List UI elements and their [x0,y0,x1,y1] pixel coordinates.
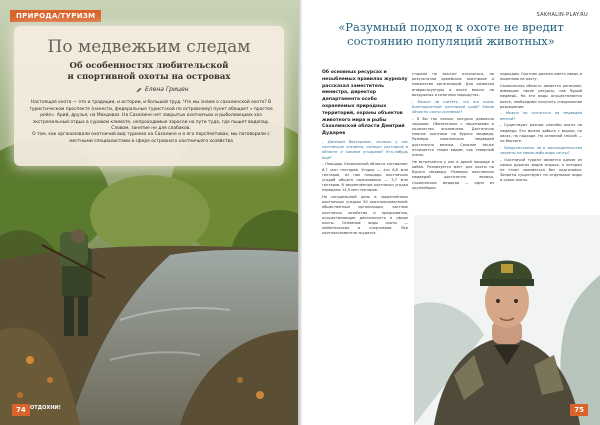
column-paragraph: подходом. Охотник должен иметь навык и лицензию на охоту. [500,72,582,82]
article-subtitle [0,61,298,83]
left-page [0,0,298,425]
page-number-right: 75 [570,404,588,416]
column-paragraph: Сахалинская область является регионом, имеющим такие ресурсы, как бурый медведь. На эти виды осуществляется охота, необходимо получить специальное разрешение. [500,83,582,109]
lead-paragraph-1: Настоящая охота — это и традиции, и истории, и большой труд. Что мы знаем о сахалинской охоте? В туристическом проспекте (нанести, федеральные туристской по островному) пункт обещает « простое рейл». Арий, друзья, на Макдаваз. На Сахалине нет закрытых охотничьих и рыболовецких хоз экстремальный отдых в суровом климате, непроходимые заросли на пути туда, где пышет водопад. Словом, занятие не для слабаков. [29,100,273,132]
interviewee-photo [414,215,600,425]
interview-intro: Об основных ресурсах и незыблемых правилах журналу рассказал заместитель министра, директор департамента особо охраняемых природных территорий, охраны объектов животного мира и рыбы Сахалинской области Дмитрий Дударев [322,70,408,137]
interview-headline [302,21,600,48]
column-paragraph: – Площадь Сахалинской области составляет 8,7 млн гектаров. Угодья — это 6,8 млн гектаров, из них площадь охотничьих угодий общего пользования — 3,7 млн гектаров. В закреплённые охотничьи угодья переданы 14,9 млн гектаров. [322,162,408,193]
pen-icon [136,87,142,93]
column-paragraph: – Можно ли охотиться на медведей весной? [500,111,582,121]
column-paragraph: – Существуют разные способы охоты на медведя. Его можно добыть с вышки, на овсах, на подходе. Но основной способ — на берлоге. [500,123,582,143]
column-paragraph: Не встречается у нас в дикой природе и кабан. Реализуется мест для охоты на бурого медведя. Размеры охотничьих медведей достаточно велики. Сахалинские медведи — одни из крупнейших. [412,159,494,190]
headline-line-2: состоянию популяций животных» [347,33,555,48]
text-column-1 [322,140,408,238]
column-paragraph: – Охотничий туризм является одним из самых дорогих видов отдыха, о которых не стоит заниматься без подготовки. Запреты существуют на отдельные виды и сроки охоты. [500,157,582,183]
column-paragraph: – Предусмотрены ли в законодательстве запреты на какие-либо виды охоты? [500,145,582,155]
section-tag: ПРИРОДА/ТУРИЗМ [10,10,101,22]
magazine-name: ОТДОХНИ! [30,405,61,411]
column-paragraph: – Можно ли считать, что это очень благоприятный охотничий край? Какие объекты охоты основные? [412,99,494,114]
site-url: SAKHALIN-PLAY.RU [536,12,588,18]
page-number-left: 74 [12,404,30,416]
subtitle-line-1: Об особенностях любительской [69,61,229,71]
column-paragraph: – Дмитрий Викторович, сколько у нас охотничьих хозяйств, сколько охотников в области и какими угодьями? Кто-нибудь ещё? [322,140,408,160]
right-page [302,0,600,425]
column-paragraph: – Я бы так сказал, ресурсы довольно хорошие. Обязательно с лицензиями и количество ограничено. Достаточно многие охотники на бурого медведя. Размеры сахалинских медведей достаточно велики. Сахалин также отличается таким видом, как северный олень. [412,116,494,158]
column-paragraph: стороне не захочет отказаться, по результатам армейских охотников и множества организаций. Для развития инфраструктуры в охоте вносят на воздушных и сезонных маршрутах. [412,72,494,97]
headline-line-1: «Разумный подход к охоте не вредит [338,20,564,34]
article-title: По медвежьим следам [47,37,251,57]
author-name: Елена Грицен [145,86,189,93]
column-paragraph: На сегодняшний день в закреплённых охотничьих угодьях 50 охотпользователей: общественные организации, частные охотничьи хозяйства и предприятия, осуществляющие деятельность в сфере охоты. Основные виды охоты — любительская и спортивная. Все охотпользователи трудятся. [322,195,408,236]
text-column-3 [500,72,582,185]
subtitle-line-2: и спортивной охоты на островах [67,72,231,82]
text-column-2 [412,72,494,192]
lead-paragraph-2: О том, как организовали охотничий вид туризма на Сахалине и о его перспективах, мы поговорили с местными специалистами в сфере островного охотничьего хозяйства [32,132,270,144]
